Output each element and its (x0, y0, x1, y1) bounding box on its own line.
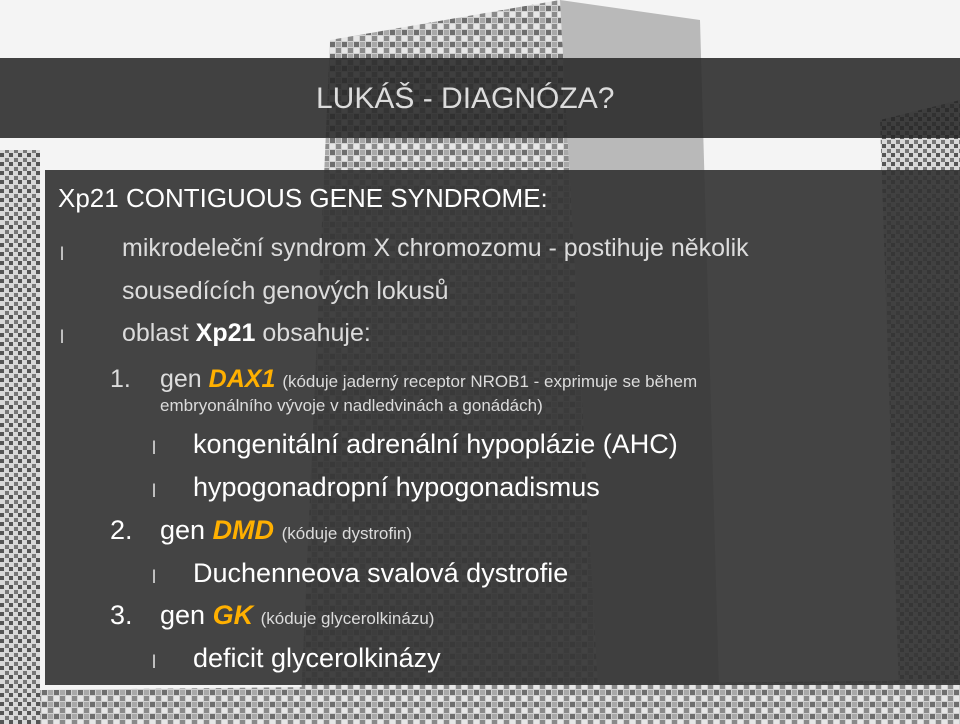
gene-1-item-2: hypogonadropní hypogonadismus (193, 472, 600, 502)
gene-3-number: 3. (110, 600, 133, 630)
gene-1-number: 1. (110, 365, 131, 393)
gene-3-item-1: deficit glycerolkinázy (193, 643, 441, 673)
slide-title: LUKÁŠ - DIAGNÓZA? (316, 82, 615, 115)
bullet-1-line-1: mikrodeleční syndrom X chromozomu - postihuje několik (122, 234, 749, 262)
bullet-icon: l (152, 567, 156, 587)
bullet-2-line: oblast Xp21 obsahuje: (122, 319, 371, 347)
bullet-icon: l (60, 244, 64, 264)
bullet-1-line-2: sousedících genových lokusů (122, 277, 449, 305)
gene-2-item-1: Duchenneova svalová dystrofie (193, 558, 569, 588)
bullet-icon: l (152, 481, 156, 501)
gene-1-desc-line-2: embryonálního vývoje v nadledvinách a gonádách) (160, 396, 543, 415)
gene-1-line: gen DAX1 (kóduje jaderný receptor NROB1 - exprimuje se během (160, 365, 698, 393)
gene-name-dmd: DMD (212, 515, 275, 545)
bullet-icon: l (152, 438, 156, 458)
gene-1-item-1: kongenitální adrenální hypoplázie (AHC) (193, 429, 678, 459)
gene-2-number: 2. (110, 515, 133, 545)
bullet-icon: l (60, 327, 64, 347)
bullet-icon: l (152, 652, 156, 672)
section-heading: Xp21 CONTIGUOUS GENE SYNDROME: (58, 183, 548, 213)
gene-name-dax1: DAX1 (208, 365, 276, 393)
gene-name-gk: GK (212, 600, 254, 630)
gene-3-line: gen GK (kóduje glycerolkinázu) (160, 600, 435, 630)
gene-2-line: gen DMD (kóduje dystrofin) (160, 515, 412, 545)
